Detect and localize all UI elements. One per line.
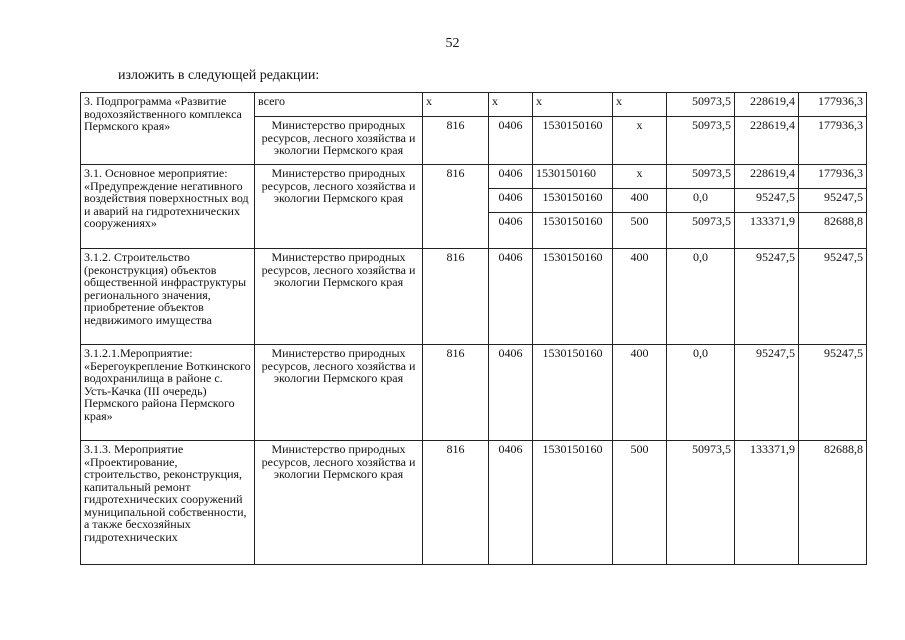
value-cell: 50973,5 bbox=[667, 213, 735, 249]
table-row bbox=[81, 345, 867, 441]
rz-cell: 0406 bbox=[489, 189, 533, 213]
value-cell: 177936,3 bbox=[799, 165, 867, 189]
value-cell: 82688,8 bbox=[799, 441, 867, 565]
rz-cell: 0406 bbox=[489, 345, 533, 441]
grbs-cell: х bbox=[423, 93, 489, 117]
value-cell: 82688,8 bbox=[799, 213, 867, 249]
csr-cell: 1530150160 bbox=[533, 165, 613, 189]
org-cell: Министерство природных ресурсов, лесного хозяйства и экологии Пермского края bbox=[255, 165, 423, 249]
csr-cell: х bbox=[533, 93, 613, 117]
value-cell: 50973,5 bbox=[667, 93, 735, 117]
org-cell: Министерство природных ресурсов, лесного хозяйства и экологии Пермского края bbox=[255, 441, 423, 565]
row-name: 3.1.2.1.Мероприятие: «Берегоукрепление Воткинского водохранилища в районе с. Усть-Качка (III очередь) Пермского района Пермского края» bbox=[81, 345, 255, 441]
vr-cell: 400 bbox=[613, 189, 667, 213]
value-cell: 177936,3 bbox=[799, 93, 867, 117]
row-name: 3. Подпрограмма «Развитие водохозяйственного комплекса Пермского края» bbox=[81, 93, 255, 165]
rz-cell: х bbox=[489, 93, 533, 117]
value-cell: 95247,5 bbox=[799, 345, 867, 441]
grbs-cell: 816 bbox=[423, 345, 489, 441]
csr-cell: 1530150160 bbox=[533, 441, 613, 565]
grbs-cell: 816 bbox=[423, 165, 489, 249]
intro-text: изложить в следующей редакции: bbox=[118, 68, 320, 83]
grbs-cell: 816 bbox=[423, 117, 489, 165]
csr-cell: 1530150160 bbox=[533, 117, 613, 165]
value-cell: 177936,3 bbox=[799, 117, 867, 165]
csr-cell: 1530150160 bbox=[533, 213, 613, 249]
row-name: 3.1.2. Строительство (реконструкция) объектов общественной инфраструктуры регионального значения, приобретение объектов недвижимого имущества bbox=[81, 249, 255, 345]
grbs-cell: 816 bbox=[423, 441, 489, 565]
vr-cell: х bbox=[613, 93, 667, 117]
value-cell: 50973,5 bbox=[667, 117, 735, 165]
value-cell: 0,0 bbox=[667, 189, 735, 213]
rz-cell: 0406 bbox=[489, 441, 533, 565]
vr-cell: 500 bbox=[613, 213, 667, 249]
value-cell: 133371,9 bbox=[735, 213, 799, 249]
grbs-cell: 816 bbox=[423, 249, 489, 345]
csr-cell: 1530150160 bbox=[533, 249, 613, 345]
value-cell: 95247,5 bbox=[799, 249, 867, 345]
value-cell: 133371,9 bbox=[735, 441, 799, 565]
value-cell: 228619,4 bbox=[735, 165, 799, 189]
budget-table bbox=[80, 92, 867, 565]
value-cell: 95247,5 bbox=[735, 345, 799, 441]
rz-cell: 0406 bbox=[489, 249, 533, 345]
rz-cell: 0406 bbox=[489, 165, 533, 189]
org-cell: всего bbox=[255, 93, 423, 117]
value-cell: 95247,5 bbox=[799, 189, 867, 213]
rz-cell: 0406 bbox=[489, 117, 533, 165]
row-name: 3.1.3. Мероприятие «Проектирование, строительство, реконструкция, капитальный ремонт гидротехнических сооружений муниципальной собственности, а также бесхозяйных гидротехнических bbox=[81, 441, 255, 565]
org-cell: Министерство природных ресурсов, лесного хозяйства и экологии Пермского края bbox=[255, 249, 423, 345]
table-row bbox=[81, 165, 867, 189]
csr-cell: 1530150160 bbox=[533, 189, 613, 213]
value-cell: 95247,5 bbox=[735, 249, 799, 345]
org-cell: Министерство природных ресурсов, лесного хозяйства и экологии Пермского края bbox=[255, 117, 423, 165]
page-number: 52 bbox=[445, 36, 460, 51]
value-cell: 228619,4 bbox=[735, 93, 799, 117]
csr-cell: 1530150160 bbox=[533, 345, 613, 441]
value-cell: 0,0 bbox=[667, 249, 735, 345]
table-row bbox=[81, 93, 867, 117]
vr-cell: 400 bbox=[613, 345, 667, 441]
value-cell: 0,0 bbox=[667, 345, 735, 441]
table-row bbox=[81, 441, 867, 565]
value-cell: 228619,4 bbox=[735, 117, 799, 165]
vr-cell: х bbox=[613, 165, 667, 189]
rz-cell: 0406 bbox=[489, 213, 533, 249]
value-cell: 50973,5 bbox=[667, 441, 735, 565]
table-row bbox=[81, 249, 867, 345]
value-cell: 95247,5 bbox=[735, 189, 799, 213]
vr-cell: 500 bbox=[613, 441, 667, 565]
vr-cell: х bbox=[613, 117, 667, 165]
org-cell: Министерство природных ресурсов, лесного хозяйства и экологии Пермского края bbox=[255, 345, 423, 441]
row-name: 3.1. Основное мероприятие: «Предупреждение негативного воздействия поверхностных вод и аварий на гидротехнических сооружениях» bbox=[81, 165, 255, 249]
value-cell: 50973,5 bbox=[667, 165, 735, 189]
vr-cell: 400 bbox=[613, 249, 667, 345]
